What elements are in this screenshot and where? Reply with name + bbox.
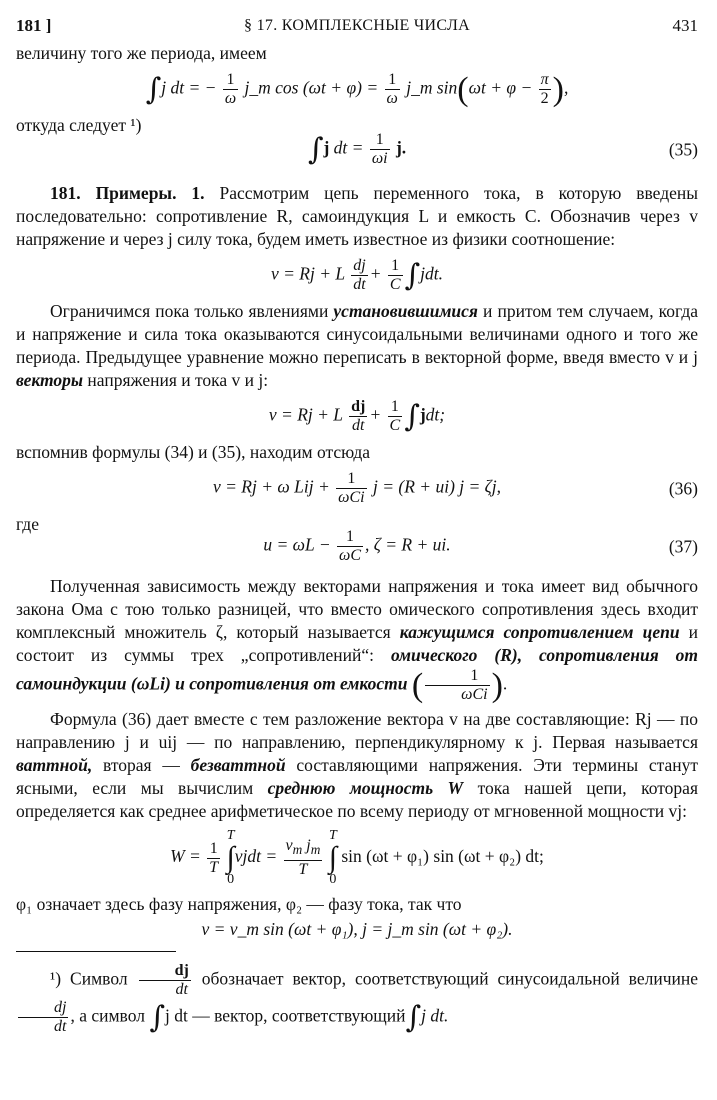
paragraph-9: φ₁ означает здесь фазу напряжения, φ₂ — фазу тока, так что	[16, 894, 462, 914]
section-marker: 181 ]	[16, 16, 52, 35]
integral-sign: ∫	[145, 72, 162, 107]
equation-ohm-scalar: v = Rj + L $\frac{dj}{dt}$ + $\frac{1}{C}$ ∫jdt.	[270, 257, 444, 293]
equation-number-35: (35)	[668, 139, 698, 159]
page-number: 431	[672, 16, 698, 35]
running-header	[16, 8, 698, 42]
section-heading: 181. Примеры. 1.	[50, 183, 205, 203]
paragraph-4: Ограничимся пока только явлениями установившимися и притом тем случаем, когда и напряжение и сила тока оказываются синусоидальными величинами одного и того же периода. Предыдущее уравнение можно переписать в векторной форме, введя вместо v и j векторы напряжения и тока v и j:	[16, 301, 699, 390]
equation-sinusoids: v = v_m sin (ωt + φ₁), j = j_m sin (ωt + φ₂).	[201, 919, 513, 939]
paragraph-8: Формула (36) дает вместе с тем разложение вектора v на две составляющие: Rj — по направлению j и uij — по направлению, перпендикулярному к j. Первая называется ваттной, вторая — безваттной составляющими напряжения. Эти термины станут ясными, если мы вычислим среднюю мощность W тока нашей цепи, которая определяется как среднее арифметическое по всему периоду от мгновенной мощности vj:	[16, 709, 699, 821]
paragraph-3: 181. Примеры. 1. Рассмотрим цепь переменного тока, в которую введены последовательно: сопротивление R, самоиндукция L и емкость C. Обозначив через v напряжение и через j силу тока, будем иметь известное из физики соотношение:	[16, 183, 699, 249]
equation-number-37: (37)	[668, 536, 698, 556]
footnote-divider	[16, 951, 176, 952]
equation-ohm-vector: v = Rj + L $\frac{dj}{dt}$ + $\frac{1}{C}$ ∫jdt;	[268, 398, 446, 434]
paragraph-1: величину того же периода, имеем	[16, 43, 267, 63]
running-title: § 17. КОМПЛЕКСНЫЕ ЧИСЛА	[244, 17, 470, 34]
paragraph-7: Полученная зависимость между векторами напряжения и тока имеет вид обычного закона Ома с тою только разницей, что вместо омического сопротивления здесь входит комплексный множитель ζ, который называется кажущимся сопротивлением цепи и состоит из суммы трех „сопротивлений“: омического (R), сопротивления от самоиндукции (ωLi) и сопротивления от емкости ( $\frac{1}{\text{ωCi}}$ ).	[16, 576, 699, 704]
equation-36: v = Rj + ω Lij + $\frac{1}{\text{ωCi}}$ j = (R + ui) j = ζj, (36)	[212, 470, 698, 506]
equation-integral-cos: ∫j dt = − $\frac{1}{\omega}$ j_m cos (ωt + φ) = $\frac{1}{\omega}$ j_m sin(ωt + φ − $\frac{\pi}{2}$ ),	[145, 71, 569, 108]
page	[16, 8, 698, 1036]
paragraph-6: где	[16, 514, 39, 534]
paragraph-2: откуда следует ¹)	[16, 115, 142, 135]
footnote: ¹) Символ $\frac{dj}{dt}$ обозначает вектор, соответствующий синусоидальной величине $\frac{dj}{dt}$ , а символ ∫j dt — вектор, соответствующий∫j dt.	[16, 962, 698, 1036]
equation-number-36: (36)	[668, 478, 698, 498]
paragraph-5: вспомнив формулы (34) и (35), находим отсюда	[16, 442, 371, 462]
equation-37: u = ωL − $\frac{1}{\omega C}$ , ζ = R + ui. (37)	[263, 528, 698, 564]
equation-35: ∫j dt = $\frac{1}{\omega i}$ j. (35)	[307, 131, 698, 167]
equation-average-power: W = $\frac{1}{T}$ T ∫ 0 vjdt = $\frac{v_m j_m}{T}$ T ∫ 0 sin (ωt + φ₁) sin (ωt + φ₂) dt;	[170, 828, 544, 887]
